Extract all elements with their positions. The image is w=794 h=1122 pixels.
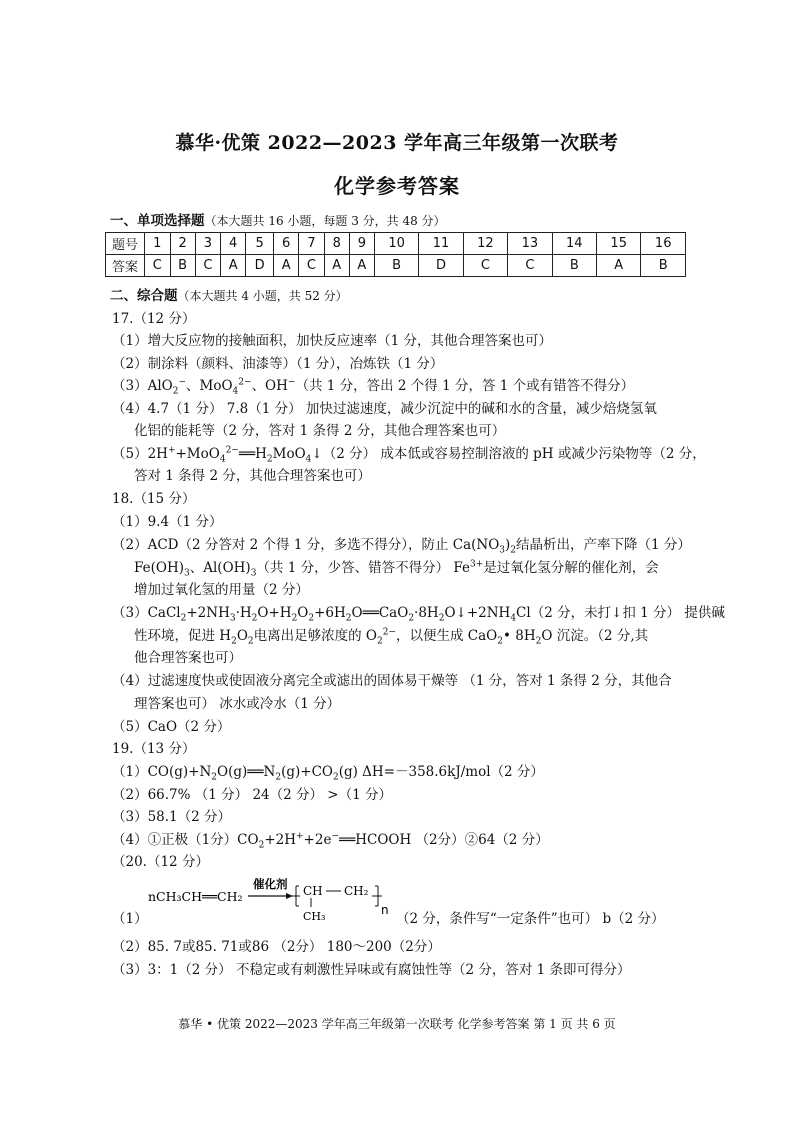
text-segment: 性环境，促进 H	[134, 628, 232, 644]
page-title: 慕华·优策 2022—2023 学年高三年级第一次联考	[175, 132, 619, 154]
table-cell-answer: C	[195, 255, 221, 277]
text-segment: (g) ΔH=－358.6kJ/mol（2 分）	[338, 764, 544, 780]
table-cell-answer: C	[463, 255, 507, 277]
text-segment: （2）ACD（2 分答对 2 个得 1 分，多选不得分），防止 Ca(NO	[112, 537, 500, 553]
text-sub: 2	[258, 840, 265, 851]
text-sup: 2−	[225, 445, 239, 456]
q19-line3: （3）58.1（2 分）	[112, 809, 232, 825]
q17-line1: （1）增大反应物的接触面积，加快反应速率（1 分，其他合理答案也可）	[112, 333, 552, 349]
answer-table	[105, 232, 686, 277]
q20-line2: （2）85. 7或85. 71或86 （2分） 180～200（2分）	[112, 939, 441, 955]
text-segment: （共 1 分，答出 2 个得 1 分，答 1 个或有错答不得分）	[295, 378, 635, 394]
table-cell-number: 12	[463, 233, 507, 255]
ch2-group: CH₂	[344, 884, 369, 898]
text-sub: 2	[408, 613, 415, 624]
q18-line2b	[134, 559, 659, 577]
n-subscript: n	[381, 903, 389, 917]
text-segment: ·8H	[414, 605, 439, 621]
q18-line3c: 他合理答案也可）	[134, 650, 242, 666]
text-segment: +2e	[303, 832, 332, 848]
text-sup: 3+	[470, 559, 484, 570]
text-sub: 2	[332, 772, 339, 783]
text-segment: O(g)══N	[217, 764, 276, 780]
text-segment: +MoO	[175, 446, 220, 462]
q17-line4: （4）4.7（1 分） 7.8（1 分） 加快过滤速度，减少沉淀中的碱和水的含量，减少焙烧氢氧	[112, 401, 657, 417]
table-row-numbers	[106, 233, 686, 255]
text-segment: Fe(OH)	[134, 560, 184, 576]
text-segment: 电离出足够浓度的 O	[253, 628, 377, 644]
table-cell-answer: A	[221, 255, 246, 277]
q17-line3	[112, 377, 634, 395]
text-sub: 2	[510, 545, 517, 556]
table-cell-answer: C	[508, 255, 552, 277]
table-cell-number: 16	[641, 233, 686, 255]
text-segment: ，以便生成 CaO	[396, 628, 498, 644]
text-sub: 2	[308, 613, 315, 624]
text-sub: 2	[172, 386, 179, 397]
text-segment: +2H	[264, 832, 296, 848]
text-segment: O+H	[257, 605, 292, 621]
table-cell-answer: B	[552, 255, 596, 277]
q18-line4: （4）过滤速度快或使固液分离完全或滤出的固体易干燥等 （1 分，答对 1 条得 2 分，其他合	[112, 673, 672, 689]
text-sup: +	[167, 445, 176, 456]
ch3-group: CH₃	[303, 910, 326, 921]
text-sub: 2	[180, 613, 187, 624]
text-segment: )	[505, 537, 511, 553]
text-segment: O	[297, 605, 309, 621]
text-sub: 2	[211, 772, 218, 783]
text-sub: 4	[510, 613, 517, 624]
text-segment: （共 1 分，少答、错答不得分） Fe	[256, 560, 471, 576]
polymerization-equation	[148, 876, 398, 921]
table-cell-number: 2	[170, 233, 195, 255]
text-sup: 2−	[238, 377, 252, 388]
text-segment: ·H	[235, 605, 252, 621]
text-sub: 2	[291, 613, 298, 624]
q17-line5b: 答对 1 条得 2 分，其他合理答案也可）	[134, 468, 371, 484]
text-segment: O	[236, 628, 248, 644]
text-sub: 3	[184, 568, 190, 579]
text-segment: 是过氧化氢分解的催化剂，会	[483, 560, 659, 576]
q19-head: 19.（13 分）	[112, 741, 196, 757]
text-segment: 、Al(OH)	[189, 560, 251, 576]
text-sub: 2	[535, 636, 542, 647]
table-cell-answer: A	[324, 255, 349, 277]
table-cell-number: 11	[419, 233, 463, 255]
table-cell-answer: A	[274, 255, 299, 277]
q18-head: 18.（15 分）	[112, 491, 196, 507]
table-cell-number: 7	[299, 233, 325, 255]
ch-group: CH	[303, 884, 323, 898]
section2-heading-line	[110, 287, 348, 305]
text-sub: 2	[497, 636, 503, 647]
table-cell-number: 8	[324, 233, 349, 255]
text-sub: 3	[229, 613, 236, 624]
text-segment: （4）①正极（1分）CO	[112, 832, 259, 848]
table-row-answers	[106, 255, 686, 277]
text-segment: 、OH	[251, 378, 288, 394]
text-segment: Cl（2 分，未打↓扣 1 分） 提供碱	[516, 605, 725, 621]
text-sub: 3	[250, 568, 257, 579]
text-sup: −	[287, 377, 296, 388]
text-sub: 4	[232, 386, 239, 397]
q17-line4b: 化铝的能耗等（2 分，答对 1 条得 2 分，其他合理答案也可）	[134, 423, 506, 439]
text-segment: 、MoO	[186, 378, 233, 394]
table-cell-answer: B	[641, 255, 686, 277]
text-segment: O 沉淀。（2 分,其	[541, 628, 649, 644]
q20-line1-suffix: （2 分，条件写“一定条件”也可） b（2 分）	[396, 911, 665, 927]
text-segment: （5）2H	[112, 446, 168, 462]
text-sup: −	[331, 831, 339, 842]
page-subtitle: 化学参考答案	[334, 174, 460, 198]
text-segment: 结晶析出，产率下降（1 分）	[516, 537, 691, 553]
table-cell-number: 6	[274, 233, 299, 255]
q18-line2	[112, 536, 691, 554]
section2-note: （本大题共 4 小题，共 52 分）	[177, 289, 348, 303]
text-segment: (g)+CO	[281, 764, 333, 780]
text-sub: 2	[376, 636, 383, 647]
table-cell-answer: A	[349, 255, 374, 277]
table-cell-answer: B	[374, 255, 418, 277]
table-cell-answer: A	[596, 255, 640, 277]
text-sub: 3	[499, 545, 506, 556]
section1-note: （本大题共 16 小题，每题 3 分，共 48 分）	[204, 214, 446, 228]
table-cell-number: 1	[145, 233, 171, 255]
table-cell-answer: C	[299, 255, 325, 277]
section1-heading-line	[110, 212, 446, 230]
table-cell-number: 5	[246, 233, 274, 255]
q18-line1: （1）9.4（1 分）	[112, 514, 223, 530]
q20-line3: （3）3：1（2 分） 不稳定或有刺激性异味或有腐蚀性等（2 分，答对 1 条即可得分）	[112, 962, 631, 978]
table-cell-answer: D	[419, 255, 463, 277]
table-cell-answer: B	[170, 255, 195, 277]
q18-line5: （5）CaO（2 分）	[112, 719, 231, 735]
table-cell-answer: D	[246, 255, 274, 277]
q18-line3	[112, 604, 725, 622]
section1-heading: 一、单项选择题	[110, 213, 205, 229]
text-sub: 2	[247, 636, 254, 647]
text-sub: 4	[305, 454, 312, 465]
section2-heading: 二、综合题	[110, 288, 178, 304]
row-label-answer: 答案	[106, 255, 145, 277]
text-sup: 2−	[382, 627, 396, 638]
text-sup: −	[178, 377, 187, 388]
row-label-number: 题号	[106, 233, 145, 255]
text-segment: +6H	[314, 605, 346, 621]
text-segment: • 8H	[502, 628, 536, 644]
text-sub: 2	[438, 613, 445, 624]
q19-line1	[112, 763, 544, 781]
text-segment: （3）AlO	[112, 378, 173, 394]
text-segment: （3）CaCl	[112, 605, 181, 621]
table-cell-number: 3	[195, 233, 221, 255]
page-footer: 慕华 • 优策 2022—2023 学年高三年级第一次联考 化学参考答案 第 1 页 共 6 页	[178, 1017, 616, 1031]
text-sub: 2	[275, 772, 282, 783]
table-cell-number: 4	[221, 233, 246, 255]
text-sub: 2	[251, 613, 258, 624]
q18-line4b: 理答案也可） 冰水或冷水（1 分）	[134, 696, 341, 712]
text-segment: O══CaO	[351, 605, 409, 621]
text-segment: MoO	[272, 446, 306, 462]
table-cell-answer: C	[145, 255, 171, 277]
q20-head: （20.（12 分）	[112, 854, 209, 870]
reactant-label: nCH₃CH══CH₂	[148, 889, 243, 904]
q17-line5	[112, 445, 706, 463]
q17-head: 17.（12 分）	[112, 311, 196, 327]
table-cell-number: 13	[508, 233, 552, 255]
table-cell-number: 9	[349, 233, 374, 255]
text-sub: 4	[219, 454, 226, 465]
q18-line3b	[134, 627, 648, 645]
text-sub: 2	[231, 636, 237, 647]
text-segment: +2NH	[186, 605, 230, 621]
text-segment: O↓+2NH	[444, 605, 511, 621]
text-segment: ↓（2 分） 成本低或容易控制溶液的 pH 或减少污染物等（2 分，	[311, 446, 706, 462]
table-cell-number: 10	[374, 233, 418, 255]
text-segment: ══HCOOH （2分）②64（2 分）	[338, 832, 549, 848]
q17-line2: （2）制涂料（颜料、油漆等）（1 分），冶炼铁（1 分）	[112, 356, 444, 372]
q19-line2: （2）66.7% （1 分） 24（2 分） >（1 分）	[112, 787, 392, 803]
text-sub: 2	[345, 613, 352, 624]
q18-line2c: 增加过氧化氢的用量（2 分）	[134, 582, 309, 598]
table-cell-number: 15	[596, 233, 640, 255]
catalyst-label: 催化剂	[253, 877, 288, 891]
text-segment: （1）CO(g)+N	[112, 764, 212, 780]
text-segment: ══H	[238, 446, 267, 462]
q19-line4	[112, 831, 549, 849]
text-sub: 2	[266, 454, 273, 465]
q20-line1-prefix: （1）	[112, 911, 148, 927]
table-cell-number: 14	[552, 233, 596, 255]
text-sup: +	[296, 831, 304, 842]
